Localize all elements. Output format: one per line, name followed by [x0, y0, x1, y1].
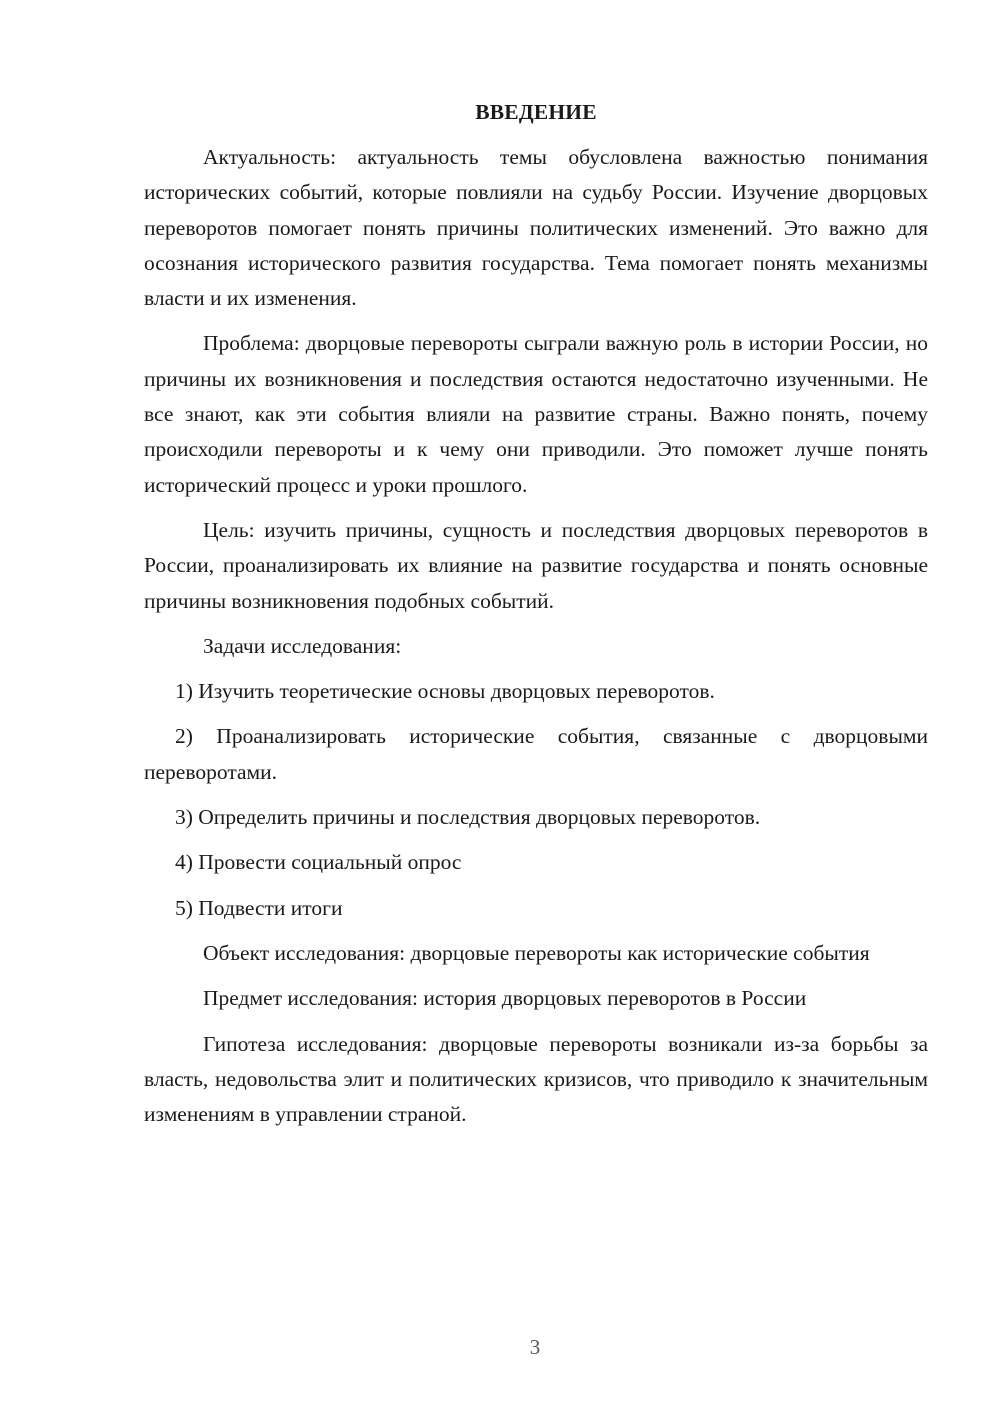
- paragraph-object: Объект исследования: дворцовые перевороты как исторические события: [203, 940, 870, 965]
- task-item-3: 3) Определить причины и последствия дворцовых переворотов.: [175, 805, 761, 830]
- paragraph-goal: Цель: изучить причины, сущность и последствия дворцовых переворотов в России, проанализировать их влияние на развитие государства и понять основные причины возникновения подобных событий.: [144, 517, 928, 613]
- task-item-2: 2) Проанализировать исторические события, связанные с дворцовыми переворотами.: [144, 724, 928, 784]
- task-item-5: 5) Подвести итоги: [175, 895, 343, 920]
- page-content: [144, 95, 928, 1142]
- paragraph-tasks-heading: Задачи исследования:: [203, 633, 402, 658]
- page-number: 3: [529, 1335, 541, 1359]
- task-item-4: 4) Провести социальный опрос: [175, 850, 462, 875]
- task-item-1: 1) Изучить теоретические основы дворцовых переворотов.: [175, 679, 715, 704]
- paragraph-relevance: Актуальность: актуальность темы обусловлена важностью понимания исторических событий, которые повлияли на судьбу России. Изучение дворцовых переворотов помогает понять причины политических изменений. Это важно для осознания исторического развития государства. Тема помогает понять механизмы власти и их изменения.: [144, 145, 928, 311]
- paragraph-subject: Предмет исследования: история дворцовых переворотов в России: [203, 986, 807, 1011]
- paragraph-problem: Проблема: дворцовые перевороты сыграли важную роль в истории России, но причины их возникновения и последствия остаются недостаточно изученными. Не все знают, как эти события влияли на развитие страны. Важно понять, почему происходили перевороты и к чему они приводили. Это поможет лучше понять исторический процесс и уроки прошлого.: [144, 331, 928, 497]
- paragraph-hypothesis: Гипотеза исследования: дворцовые перевороты возникали из-за борьбы за власть, недовольства элит и политических кризисов, что приводило к значительным изменениям в управлении страной.: [144, 1031, 928, 1127]
- page-title: ВВЕДЕНИЕ: [475, 100, 597, 124]
